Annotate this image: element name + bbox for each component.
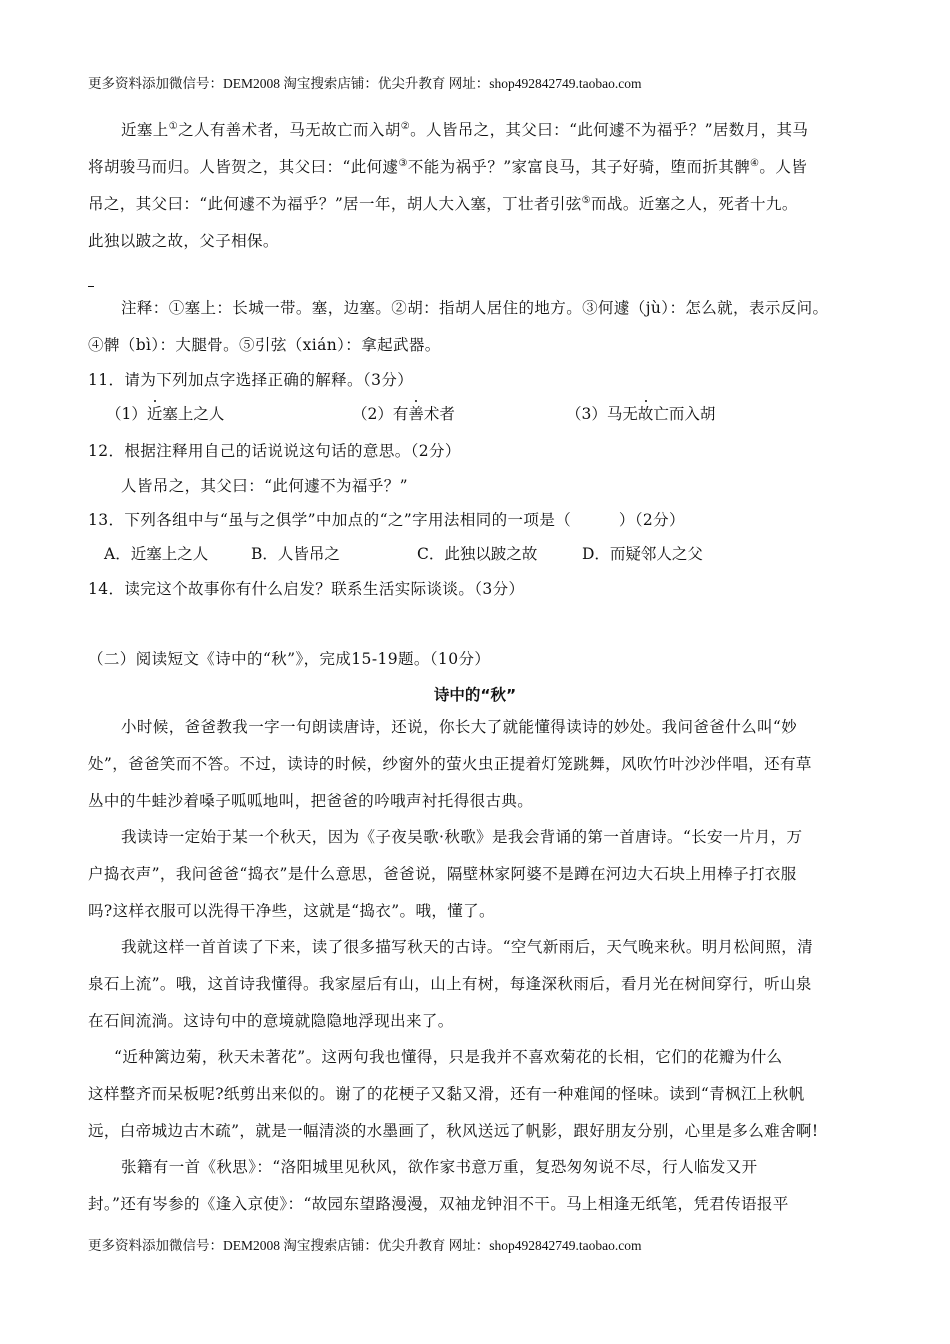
article-line: 我就这样一首首读了下来，读了很多描写秋天的古诗。“空气新雨后，天气晚来秋。明月松间照，清 [121, 938, 814, 956]
article-line: 处”，爸爸笑而不答。不过，读诗的时候，纱窗外的萤火虫正提着灯笼跳舞，风吹竹叶沙沙伴唱，还有草 [88, 755, 812, 773]
page-header: 更多资料添加微信号：DEM2008 淘宝搜索店铺：优尖升教育 网址：shop492842749.taobao.com [88, 76, 642, 91]
article-line: 这样整齐而呆板呢?纸剪出来似的。谢了的花梗子又黏又滑，还有一种难闻的怪味。读到“青枫江上秋帆 [88, 1085, 805, 1103]
q13-option-b: B．人皆吊之 [251, 545, 340, 563]
passage-line-3: 吊之，其父曰：“此何遽不为福乎？”居一年，胡人大入塞，丁壮者引弦⑤而战。近塞之人，死者十九。 [88, 194, 798, 213]
q11-option-3: （3）马无故亡而入胡 [566, 402, 715, 424]
text-cursor [88, 286, 94, 287]
article-line: 我读诗一定始于某一个秋天，因为《子夜吴歌·秋歌》是我会背诵的第一首唐诗。“长安一片月，万 [121, 828, 803, 846]
q13-option-a: A．近塞上之人 [104, 545, 209, 563]
page-footer: 更多资料添加微信号：DEM2008 淘宝搜索店铺：优尖升教育 网址：shop492842749.taobao.com [88, 1238, 642, 1253]
article-title: 诗中的“秋” [433, 686, 517, 704]
article-line: 丛中的牛蛙沙着嗓子呱呱地叫，把爸爸的吟哦声衬托得很古典。 [88, 792, 534, 810]
q11-option-1: （1）近塞上之人 [106, 402, 224, 424]
question-12-quote: 人皆吊之，其父曰：“此何遽不为福乎？” [121, 477, 408, 495]
article-line: 小时候，爸爸教我一字一句朗读唐诗，还说，你长大了就能懂得读诗的妙处。我问爸爸什么叫“妙 [121, 718, 798, 736]
notes-line-1: 注释：①塞上：长城一带。塞，边塞。②胡：指胡人居住的地方。③何遽（jù）：怎么就，表示反问。 [121, 299, 829, 317]
passage-line-4: 此独以跛之故，父子相保。 [88, 232, 279, 250]
article-line: 泉石上流”。哦，这首诗我懂得。我家屋后有山，山上有树，每逢深秋雨后，看月光在树间穿行，听山泉 [88, 975, 812, 993]
article-line: 吗?这样衣服可以洗得干净些，这就是“捣衣”。哦，懂了。 [88, 902, 495, 920]
section-2-intro: （二）阅读短文《诗中的“秋”》，完成15-19题。（10分） [88, 650, 491, 668]
q13-option-c: C．此独以跛之故 [417, 545, 538, 563]
q11-option-2: （2）有善术者 [352, 402, 455, 424]
question-11: 11．请为下列加点字选择正确的解释。（3分） [88, 371, 414, 389]
notes-line-2: ④髀（bì）：大腿骨。⑤引弦（xián）：拿起武器。 [88, 336, 441, 354]
article-line: “近种篱边菊，秋天未著花”。这两句我也懂得，只是我并不喜欢菊花的长相，它们的花瓣为什么 [114, 1048, 783, 1066]
article-line: 张籍有一首《秋思》：“洛阳城里见秋风，欲作家书意万重，复恐匆匆说不尽，行人临发又开 [121, 1158, 758, 1176]
question-13: 13．下列各组中与“虽与之俱学”中加点的“之”字用法相同的一项是（ ）（2分） [88, 511, 685, 529]
article-line: 在石间流淌。这诗句中的意境就隐隐地浮现出来了。 [88, 1012, 454, 1030]
article-line: 户捣衣声”，我问爸爸“捣衣”是什么意思，爸爸说，隔壁林家阿婆不是蹲在河边大石块上用棒子打衣服 [88, 865, 797, 883]
q13-option-d: D．而疑邻人之父 [582, 545, 703, 563]
passage-line-2: 将胡骏马而归。人皆贺之，其父曰：“此何遽③不能为祸乎？”家富良马，其子好骑，堕而折其髀④。人皆 [88, 157, 808, 176]
passage-line-1: 近塞上①之人有善术者，马无故亡而入胡②。人皆吊之，其父曰：“此何遽不为福乎？”居数月，其马 [121, 120, 809, 139]
article-line: 远，白帝城边古木疏”，就是一幅清淡的水墨画了，秋风送远了帆影，跟好朋友分别，心里是多么难舍啊! [88, 1122, 819, 1140]
article-line: 封。”还有岑参的《逢入京使》：“故园东望路漫漫，双袖龙钟泪不干。马上相逢无纸笔，凭君传语报平 [88, 1195, 789, 1213]
question-14: 14．读完这个故事你有什么启发？联系生活实际谈谈。（3分） [88, 580, 525, 598]
question-12: 12．根据注释用自己的话说说这句话的意思。（2分） [88, 442, 461, 460]
